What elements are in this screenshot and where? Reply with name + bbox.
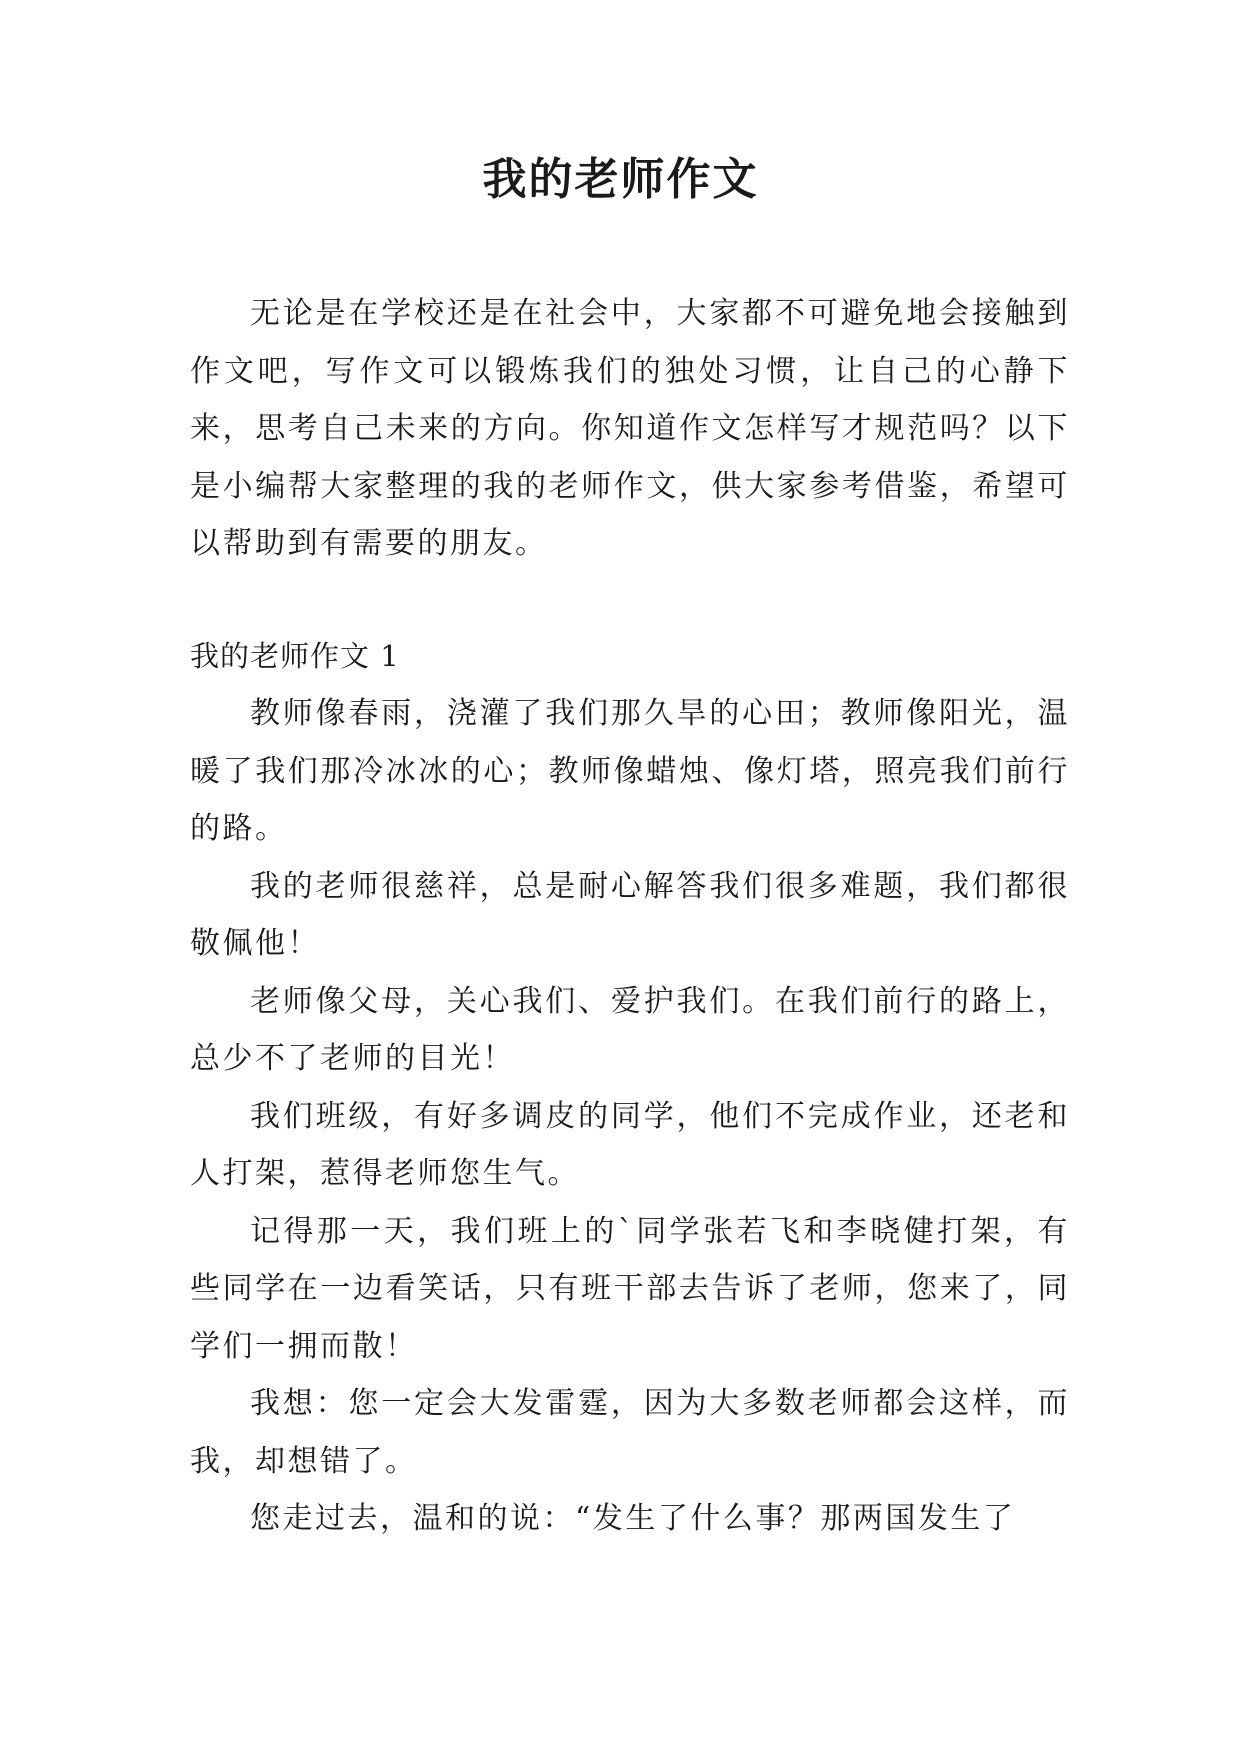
section-heading: 我的老师作文 1 (190, 638, 400, 673)
body-paragraph: 记得那一天，我们班上的`同学张若飞和李晓健打架，有些同学在一边看笑话，只有班干部去告诉了老师，您来了，同学们一拥而散！ (190, 1213, 1070, 1364)
body-paragraph: 教师像春雨，浇灌了我们那久旱的心田；教师像阳光，温暖了我们那冷冰冰的心；教师像蜡烛、像灯塔，照亮我们前行的路。 (190, 696, 1070, 846)
body-paragraph: 我的老师很慈祥，总是耐心解答我们很多难题，我们都很敬佩他！ (190, 868, 1070, 961)
document-title: 我的老师作文 (482, 154, 759, 205)
body-paragraph: 我们班级，有好多调皮的同学，他们不完成作业，还老和人打架，惹得老师您生气。 (190, 1098, 1070, 1191)
body-paragraph: 老师像父母，关心我们、爱护我们。在我们前行的路上，总少不了老师的目光！ (190, 983, 1070, 1076)
body-paragraph: 我想：您一定会大发雷霆，因为大多数老师都会这样，而我，却想错了。 (190, 1386, 1070, 1479)
intro-paragraph: 无论是在学校还是在社会中，大家都不可避免地会接触到作文吧，写作文可以锻炼我们的独处习惯，让自己的心静下来，思考自己未来的方向。你知道作文怎样写才规范吗？以下是小编帮大家整理的我的老师作文，供大家参考借鉴，希望可以帮助到有需要的朋友。 (190, 296, 1070, 561)
document-body (190, 285, 1070, 1548)
body-paragraph: 您走过去，温和的说：“发生了什么事？那两国发生了 (250, 1501, 1016, 1536)
